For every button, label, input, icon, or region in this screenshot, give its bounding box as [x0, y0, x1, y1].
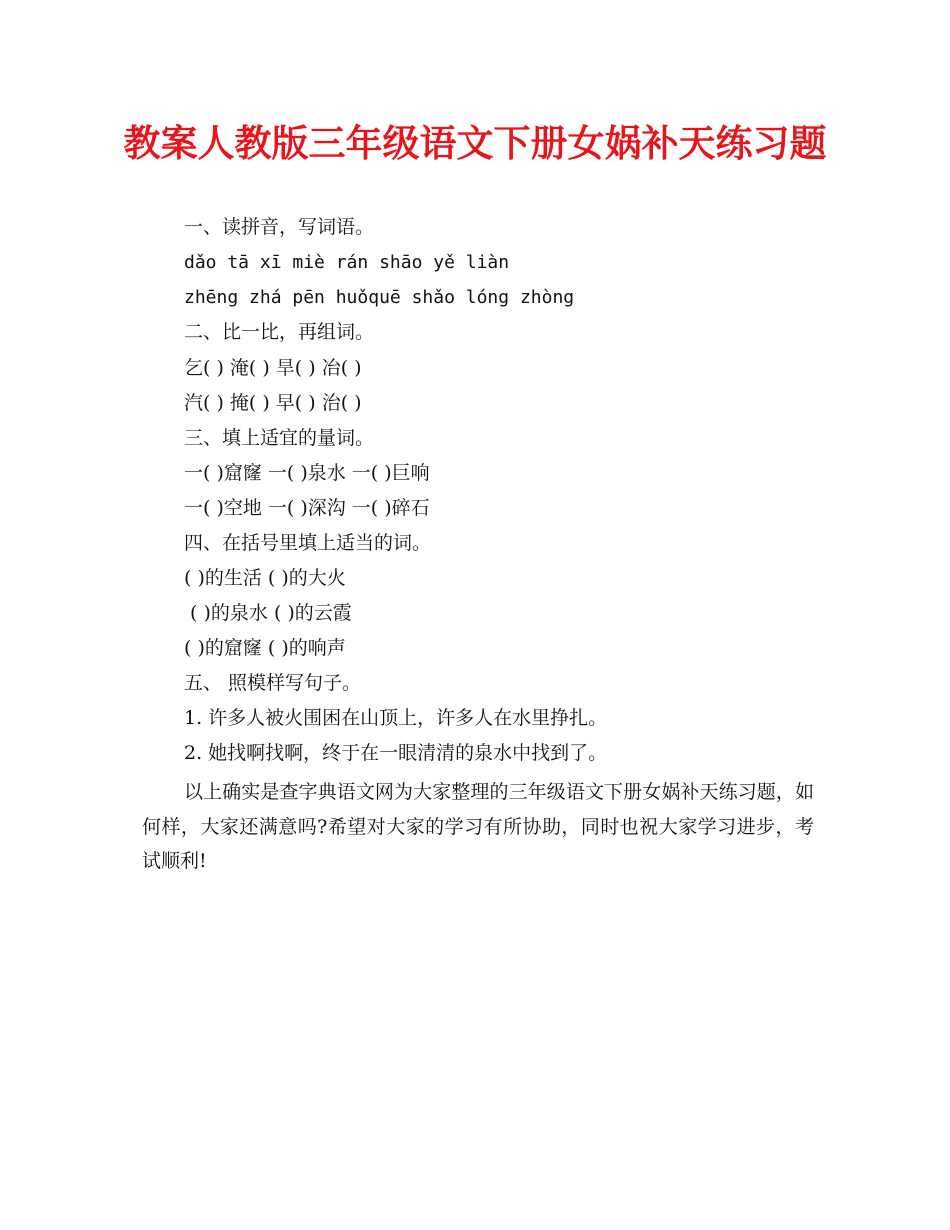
document-title: 教案人教版三年级语文下册女娲补天练习题: [123, 122, 827, 165]
sentence-item-1: 1. 许多人被火围困在山顶上，许多人在水里挣扎。: [184, 707, 608, 729]
pinyin-line-2: zhēng zhá pēn huǒquē shǎo lóng zhòng: [184, 287, 575, 308]
fill-word-line-2: ( )的泉水 ( )的云霞: [184, 602, 352, 624]
section-3-heading: 三、填上适宜的量词。: [184, 427, 375, 449]
section-5-heading: 五、 照模样写句子。: [184, 672, 362, 694]
measure-word-line-1: 一( )窟窿 一( )泉水 一( )巨响: [184, 462, 430, 484]
compare-line-2: 汽( ) 掩( ) 早( ) 治( ): [184, 392, 362, 414]
sentence-item-2: 2. 她找啊找啊，终于在一眼清清的泉水中找到了。: [184, 742, 608, 764]
closing-paragraph: 以上确实是查字典语文网为大家整理的三年级语文下册女娲补天练习题，如何样，大家还满意吗?希望对大家的学习有所协助，同时也祝大家学习进步，考试顺利!: [142, 781, 814, 872]
section-2-heading: 二、比一比，再组词。: [184, 321, 375, 343]
measure-word-line-2: 一( )空地 一( )深沟 一( )碎石: [184, 497, 430, 519]
compare-line-1: 乞( ) 淹( ) 旱( ) 冶( ): [184, 357, 362, 379]
fill-word-line-1: ( )的生活 ( )的大火: [184, 567, 346, 589]
section-4-heading: 四、在括号里填上适当的词。: [184, 532, 432, 554]
fill-word-line-3: ( )的窟窿 ( )的响声: [184, 637, 346, 659]
section-1-heading: 一、读拼音，写词语。: [184, 216, 375, 238]
pinyin-line-1: dǎo tā xī miè rán shāo yě liàn: [184, 252, 510, 273]
